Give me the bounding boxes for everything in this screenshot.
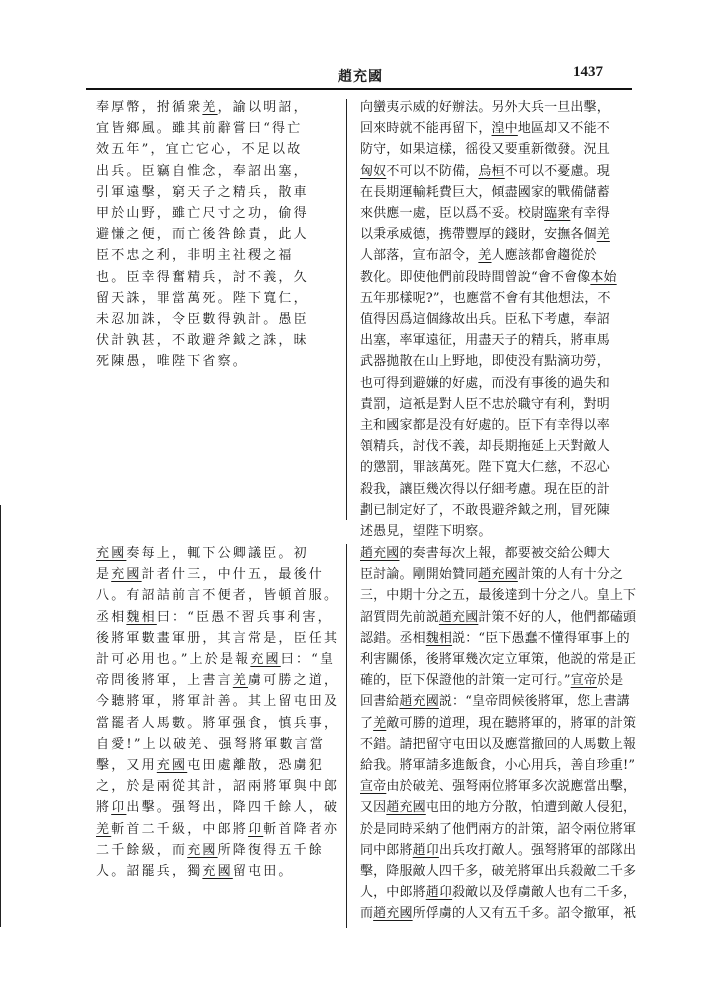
proper-noun-underlined: 充國 <box>96 546 127 561</box>
proper-noun-underlined: 羌 <box>232 673 249 689</box>
text-line <box>96 564 336 585</box>
proper-noun-underlined: 魏相 <box>126 609 157 625</box>
text-line <box>360 139 645 160</box>
text-run: 三，中期十分之五，最後達到十分之八。皇上下 <box>360 588 637 604</box>
proper-noun-underlined: 趙充國 <box>478 567 518 583</box>
text-line <box>360 224 645 245</box>
text-run: 主和國家都是没有好處的。臣下有幸得以率 <box>360 418 610 434</box>
text-run: 劃已制定好了，不敢畏避斧鉞之刑，冒死陳 <box>360 502 610 518</box>
text-run: 出兵。臣竊自惟念，奉詔出塞， <box>96 163 309 179</box>
text-run: 避慊之便，而亡後咎餘責，此人 <box>96 227 309 243</box>
original-text-passage-2 <box>96 543 340 882</box>
text-run: 向蠻夷示威的好辦法。另外大兵一旦出擊， <box>360 100 610 115</box>
text-line <box>96 224 336 245</box>
text-run: 出塞，率軍遠征，用盡天子的精兵，將車馬 <box>360 333 610 349</box>
text-line <box>96 288 336 309</box>
text-line <box>96 713 340 734</box>
text-run: 回書給 <box>360 694 400 710</box>
proper-noun-underlined: 烏桓 <box>478 163 505 179</box>
proper-noun-underlined: 宣帝 <box>360 779 387 795</box>
text-run: 殺敵以及俘虜敵人也有二千多， <box>452 885 637 901</box>
text-run: 給我。將軍請多進飯食，小心用兵，善自珍重!” <box>360 758 636 774</box>
text-run: 擊，降服敵人四千多，破羌將軍出兵殺敵二千多 <box>360 864 637 880</box>
text-run: 留屯田。 <box>232 864 294 880</box>
proper-noun-underlined: 本始 <box>590 269 617 285</box>
proper-noun-underlined: 趙充國 <box>386 800 426 816</box>
text-run: 利害關係，後將軍幾次定立軍策，他説的常是正 <box>360 652 637 668</box>
text-line <box>360 543 645 564</box>
running-header-title: 趙充國 <box>338 69 383 85</box>
text-line <box>96 351 336 372</box>
column-divider-bottom <box>346 544 347 928</box>
text-run: 虜可勝之道， <box>248 673 340 689</box>
text-line <box>96 734 336 755</box>
text-run: 死陳愚，唯陛下省察。 <box>96 354 249 370</box>
text-line <box>96 267 336 288</box>
text-run: 屯田處離散，恐虜犯 <box>187 758 325 774</box>
text-line <box>360 309 645 330</box>
text-run: 領精兵，討伐不義，却長期拖延上天對敵人 <box>360 439 610 455</box>
text-line <box>360 797 645 818</box>
text-line <box>360 479 645 500</box>
text-run: 斬首降者亦 <box>263 821 340 837</box>
text-run: 奉厚幣，拊循衆 <box>96 100 203 115</box>
text-line <box>360 245 645 266</box>
text-run: 的懲罰，罪該萬死。陛下寬大仁慈，不忍心 <box>360 460 610 476</box>
text-line <box>96 628 340 649</box>
proper-noun-underlined: 湟中 <box>491 121 518 137</box>
text-run: 二千餘級，而 <box>96 842 188 858</box>
proper-noun-underlined: 趙充國 <box>438 609 479 625</box>
text-line <box>96 585 340 606</box>
text-line <box>360 330 645 351</box>
text-run: 也可得到避嫌的好處，而没有事後的過失和 <box>360 375 610 391</box>
text-line <box>360 585 645 606</box>
text-line <box>360 203 645 224</box>
text-run: 來供應一處，臣以爲不妥。校尉 <box>360 206 545 222</box>
text-run: ，諭以明詔， <box>217 100 309 115</box>
translation-paragraph-2 <box>360 543 645 925</box>
text-run: 宜皆鄉風。雖其前辭嘗曰“得亡 <box>96 121 303 137</box>
text-run: 認錯。丞相 <box>360 630 426 646</box>
proper-noun-underlined: 趙卬 <box>425 885 453 901</box>
text-run: 不可以不憂慮。現 <box>504 163 610 179</box>
proper-noun-underlined: 趙充國 <box>399 694 439 710</box>
header-rule <box>86 88 632 90</box>
proper-noun-underlined: 充國 <box>250 652 281 668</box>
text-run: 人，中郎將 <box>360 885 426 901</box>
text-line <box>96 161 336 182</box>
text-run: 擊，又用 <box>96 758 157 774</box>
text-line <box>96 245 336 266</box>
text-line <box>96 776 340 797</box>
text-line <box>96 97 336 118</box>
text-run: 的奏書每次上報，都要被交給公卿大 <box>399 546 610 561</box>
translation-paragraph-1 <box>360 97 645 542</box>
text-run: 於是同時采納了他們兩方的計策，詔令兩位將軍 <box>360 821 637 837</box>
text-run: 不錯。請把留守屯田以及應當撤回的人馬數上報 <box>360 736 637 752</box>
original-text-paragraph-1 <box>96 97 336 373</box>
text-run: 效五年”，宜亡它心，不足以故 <box>96 142 303 158</box>
text-line <box>360 267 645 288</box>
proper-noun-underlined: 卬 <box>111 800 127 816</box>
text-line <box>360 840 645 861</box>
text-line <box>360 457 645 478</box>
text-run: 是 <box>96 567 112 583</box>
text-run: 人部落，宣布詔令， <box>360 248 479 264</box>
text-run: 又因 <box>360 800 387 816</box>
text-run: 防守，如果這樣，徭役又要重新徵發。況且 <box>360 142 610 158</box>
text-run: 臣討論。剛開始贊同 <box>360 567 479 583</box>
text-run: 丞相 <box>96 609 127 625</box>
text-run: 詔質問先前説 <box>360 609 439 625</box>
text-run: 武器拋散在山上野地，即使没有點滴功勞， <box>360 354 610 370</box>
text-line <box>96 309 336 330</box>
text-line <box>360 607 645 628</box>
text-run: 引軍遠擊，窮天子之精兵，散車 <box>96 184 309 200</box>
text-run: 有幸得 <box>570 206 610 222</box>
text-run: 在長期運輸耗費巨大，傾盡國家的戰備儲蓄 <box>360 184 610 200</box>
text-run: 出擊。强弩出，降四千餘人，破 <box>126 800 340 816</box>
text-line <box>360 500 645 521</box>
translation-passage-2 <box>360 543 645 925</box>
text-line <box>360 288 645 309</box>
text-line <box>96 649 336 670</box>
text-run: 當罷者人馬數。將軍强食，慎兵事， <box>96 715 340 731</box>
text-line <box>360 351 645 372</box>
text-run: 説：“臣下愚蠢不懂得軍事上的 <box>452 630 630 646</box>
text-line <box>360 903 645 924</box>
text-line <box>360 415 645 436</box>
proper-noun-underlined: 臨衆 <box>544 206 571 222</box>
text-run: 不可以不防備， <box>386 163 479 179</box>
text-run: 計者什三，中什五，最後什 <box>141 567 325 583</box>
text-run: 未忍加誅，令臣數得孰計。愚臣 <box>96 312 309 328</box>
text-line <box>96 118 336 139</box>
text-run: 屯田的地方分散，怕遭到敵人侵犯， <box>425 800 637 816</box>
text-line <box>360 373 645 394</box>
proper-noun-underlined: 充國 <box>202 864 233 880</box>
text-run: 後將軍數畫軍册，其言常是，臣任其 <box>96 630 340 646</box>
text-run: 伏計孰甚，不敢避斧鉞之誅，昧 <box>96 333 309 349</box>
text-line <box>96 691 340 712</box>
proper-noun-underlined: 羌 <box>202 100 218 115</box>
text-run: 而 <box>360 906 374 922</box>
proper-noun-underlined: 充國 <box>156 758 188 774</box>
text-line <box>96 203 336 224</box>
text-run: 以秉承威德，携帶豐厚的錢財，安撫各個 <box>360 227 597 243</box>
text-run: 甲於山野，雖亡尺寸之功，偷得 <box>96 206 309 222</box>
text-run: 值得因爲這個緣故出兵。臣私下考慮，奉詔 <box>360 312 610 328</box>
text-run: 確的，臣下保證他的計策一定可行。” <box>360 673 571 689</box>
page-number: 1437 <box>573 64 603 80</box>
text-line <box>360 734 645 755</box>
text-line <box>96 755 336 776</box>
proper-noun-underlined: 羌 <box>373 715 387 731</box>
text-line <box>360 882 645 903</box>
text-run: 殺我，讓臣幾次得以仔細考慮。現在臣的計 <box>360 481 610 497</box>
text-run: 了 <box>360 715 374 731</box>
text-run: 斬首二千級，中郎將 <box>111 821 249 837</box>
original-text-passage-1 <box>96 97 336 373</box>
proper-noun-underlined: 趙卬 <box>412 842 439 858</box>
text-line <box>96 819 340 840</box>
text-line <box>360 182 645 203</box>
text-run: 出兵攻打敵人。强弩將軍的部隊出 <box>438 842 637 858</box>
text-line <box>360 819 645 840</box>
text-run: 述愚見，望陛下明察。 <box>360 524 492 540</box>
text-line <box>360 97 645 118</box>
proper-noun-underlined: 充國 <box>111 567 142 583</box>
text-line <box>360 161 645 182</box>
text-run: 留天誅，罪當萬死。陛下寬仁， <box>96 290 309 306</box>
text-run: 所降復得五千餘 <box>217 842 325 858</box>
text-line <box>96 607 336 628</box>
text-line <box>360 118 645 139</box>
text-line <box>96 797 340 818</box>
text-run: 自愛!”上以破羌、强弩將軍數言當 <box>96 736 326 752</box>
text-run: 曰：“皇 <box>280 652 336 668</box>
proper-noun-underlined: 趙充國 <box>373 906 413 922</box>
proper-noun-underlined: 羌 <box>596 227 610 243</box>
text-line <box>96 840 336 861</box>
text-run: 敵可勝的道理，現在聽將軍的，將軍的計策 <box>386 715 637 731</box>
text-line <box>360 521 645 542</box>
text-run: 説：“皇帝問候後將軍，您上書講 <box>438 694 630 710</box>
text-run: 於是 <box>597 673 624 689</box>
text-run: 帝問後將軍，上書言 <box>96 673 233 689</box>
text-line <box>360 649 645 670</box>
text-run: 同中郎將 <box>360 842 413 858</box>
text-run: 地區却又不能不 <box>517 121 610 137</box>
text-run: 責罰，這衹是對人臣不忠於職守有利，對明 <box>360 396 610 412</box>
text-line <box>360 861 645 882</box>
proper-noun-underlined: 羌 <box>96 821 112 837</box>
text-line <box>360 670 645 691</box>
text-line <box>360 564 645 585</box>
text-run: 人。詔罷兵，獨 <box>96 864 203 880</box>
text-run: 所俘虜的人又有五千多。詔令撤軍，衹 <box>412 906 637 922</box>
text-line <box>96 670 340 691</box>
text-run: 臣不忠之利，非明主社稷之福 <box>96 248 294 264</box>
text-line <box>360 755 645 776</box>
proper-noun-underlined: 趙充國 <box>360 546 400 561</box>
text-run: 計策的人有十分之 <box>517 567 624 583</box>
text-run: 計策不好的人，他們都磕頭 <box>478 609 637 625</box>
proper-noun-underlined: 卬 <box>248 821 264 837</box>
text-run: 今聽將軍，將軍計善。其上留屯田及 <box>96 694 340 710</box>
text-line <box>360 776 645 797</box>
text-line <box>360 713 645 734</box>
text-run: 人應該都會趨從於 <box>491 248 597 264</box>
original-text-paragraph-2 <box>96 543 340 882</box>
text-run: 也。臣幸得奮精兵，討不義，久 <box>96 269 309 285</box>
text-line <box>360 394 645 415</box>
text-run: 將 <box>96 800 112 816</box>
text-run: 教化。即使他們前段時間曾說“會不會像 <box>360 269 591 285</box>
text-run: 回來時就不能再留下， <box>360 121 492 137</box>
translation-passage-1 <box>360 97 645 542</box>
text-run: 由於破羌、强弩兩位將軍多次説應當出擊， <box>386 779 637 795</box>
text-run: 之，於是兩從其計，詔兩將軍與中郎 <box>96 779 340 795</box>
text-run: 八。有詔詰前言不便者，皆頓首服。 <box>96 588 340 604</box>
proper-noun-underlined: 充國 <box>187 842 218 858</box>
text-line <box>96 139 336 160</box>
text-line <box>360 691 645 712</box>
text-line <box>96 330 336 351</box>
left-page-edge-line <box>0 505 1 927</box>
proper-noun-underlined: 羌 <box>478 248 492 264</box>
text-line <box>96 861 336 882</box>
column-divider-top <box>346 99 347 520</box>
proper-noun-underlined: 宣帝 <box>570 673 598 689</box>
text-line <box>360 628 645 649</box>
text-line <box>96 543 336 564</box>
text-line <box>96 182 336 203</box>
text-run: 計可必用也。”上於是報 <box>96 652 251 668</box>
text-run: 奏每上，輒下公卿議臣。初 <box>126 546 309 561</box>
text-line <box>360 436 645 457</box>
proper-noun-underlined: 魏相 <box>425 630 453 646</box>
text-run: 曰：“臣愚不習兵事利害， <box>156 609 333 625</box>
proper-noun-underlined: 匈奴 <box>360 163 387 179</box>
text-run: 五年那樣呢?”，也應當不會有其他想法，不 <box>360 290 611 306</box>
